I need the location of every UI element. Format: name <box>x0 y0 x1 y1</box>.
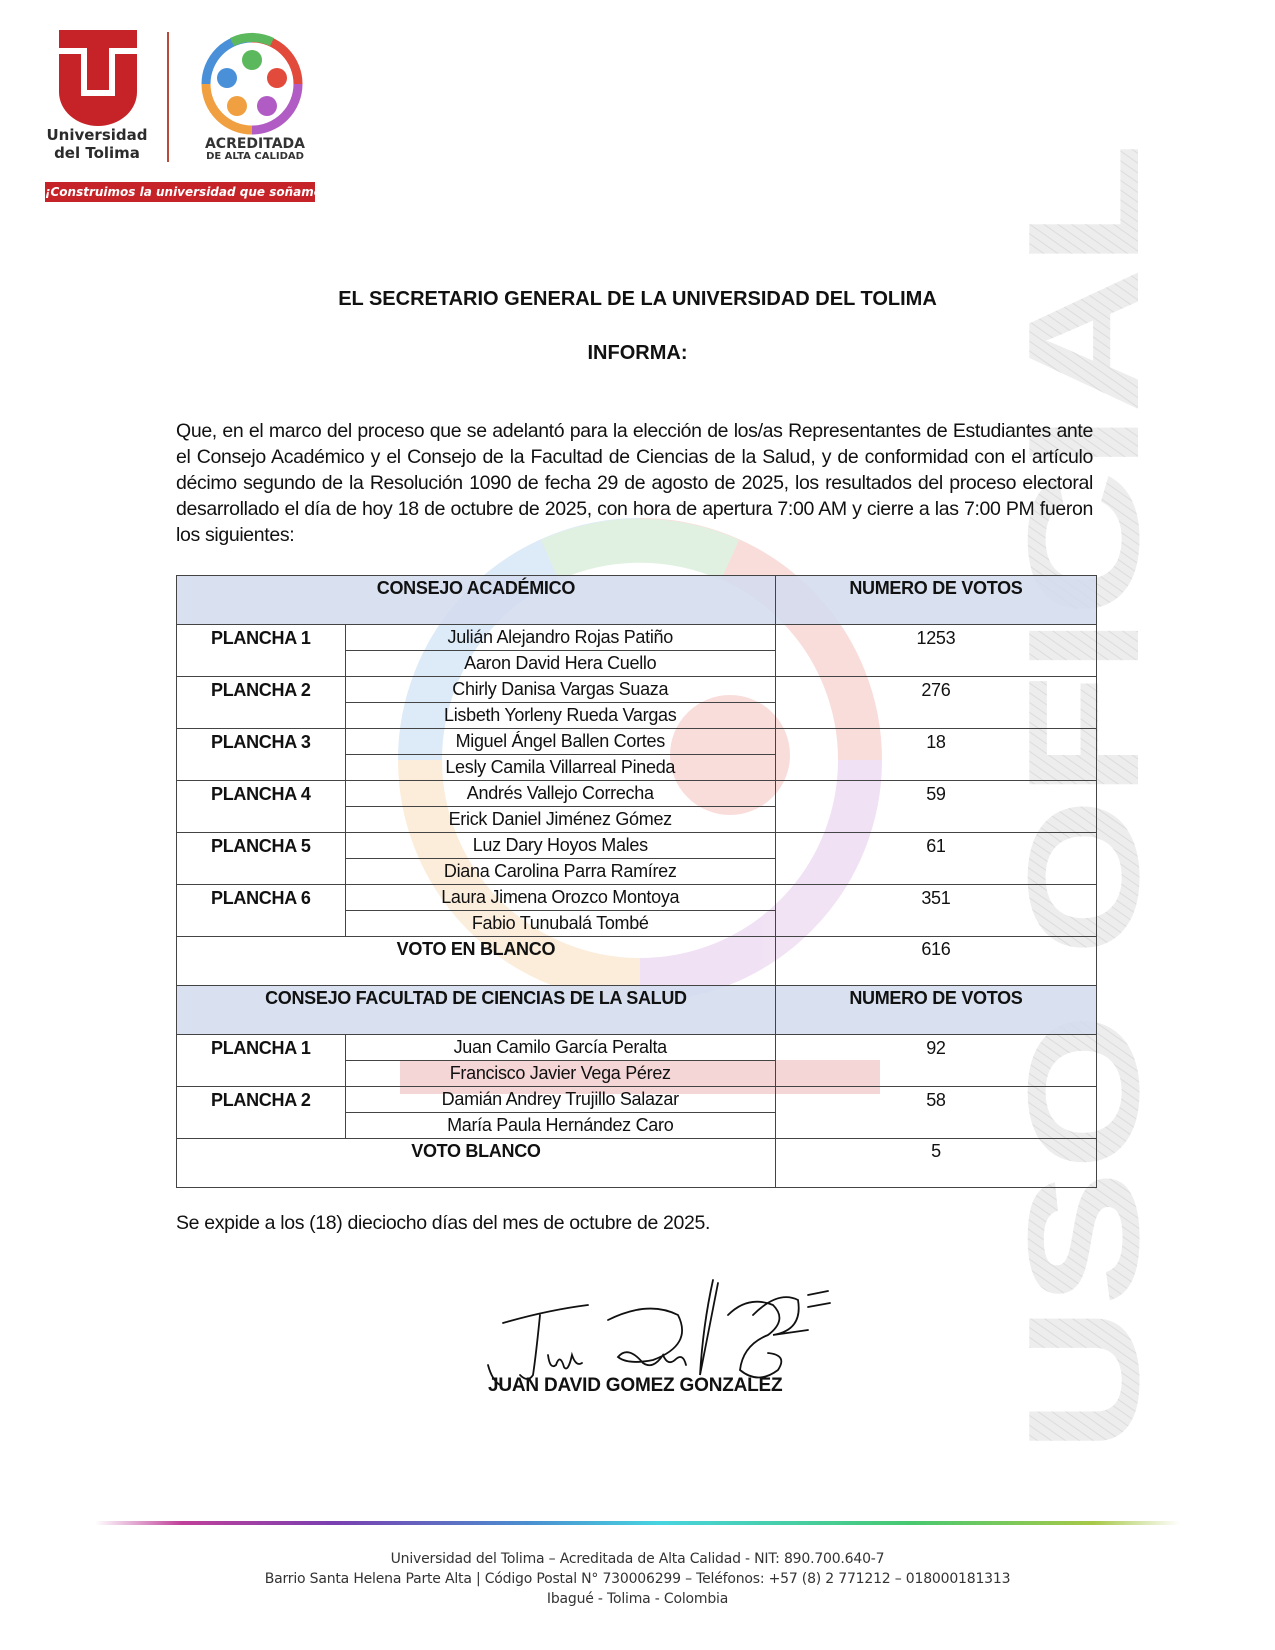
footer-divider <box>95 1521 1180 1525</box>
blank-vote-row <box>177 1139 1097 1188</box>
university-u-icon <box>59 30 137 126</box>
candidate-name: Laura Jimena Orozco Montoya <box>345 885 775 911</box>
plancha-label: PLANCHA 2 <box>177 677 346 729</box>
section-header-row <box>177 576 1097 625</box>
candidate-name: Erick Daniel Jiménez Gómez <box>345 807 775 833</box>
candidate-name: Lisbeth Yorleny Rueda Vargas <box>345 703 775 729</box>
document-title: EL SECRETARIO GENERAL DE LA UNIVERSIDAD DEL TOLIMA <box>338 288 937 310</box>
handwritten-signature <box>478 1275 838 1390</box>
candidate-name: Lesly Camila Villarreal Pineda <box>345 755 775 781</box>
plancha-label: PLANCHA 1 <box>177 625 346 677</box>
plancha-label: PLANCHA 3 <box>177 729 346 781</box>
election-results-table <box>176 575 1097 1188</box>
document-subtitle: INFORMA: <box>587 342 688 364</box>
blank-vote-label: VOTO BLANCO <box>177 1139 776 1188</box>
plancha-label: PLANCHA 6 <box>177 885 346 937</box>
plancha-label: PLANCHA 4 <box>177 781 346 833</box>
candidate-name: Luz Dary Hoyos Males <box>345 833 775 859</box>
plancha-votes: 276 <box>775 677 1096 729</box>
candidate-name: Chirly Danisa Vargas Suaza <box>345 677 775 703</box>
candidate-name: Juan Camilo García Peralta <box>345 1035 775 1061</box>
blank-vote-count: 616 <box>775 937 1096 986</box>
footer-line-1: Universidad del Tolima – Acreditada de Alta Calidad - NIT: 890.700.640-7 <box>390 1551 885 1567</box>
plancha-row <box>177 625 1097 651</box>
blank-vote-row <box>177 937 1097 986</box>
blank-vote-count: 5 <box>775 1139 1096 1188</box>
plancha-votes: 92 <box>775 1035 1096 1087</box>
votes-column-header: NUMERO DE VOTOS <box>775 986 1096 1035</box>
candidate-name: Francisco Javier Vega Pérez <box>345 1061 775 1087</box>
footer-line-2: Barrio Santa Helena Parte Alta | Código Postal N° 730006299 – Teléfonos: +57 (8) 2 771212 – 018000181313 <box>264 1571 1011 1587</box>
candidate-name: Diana Carolina Parra Ramírez <box>345 859 775 885</box>
accreditation-line1: ACREDITADA <box>204 136 306 152</box>
blank-vote-label: VOTO EN BLANCO <box>177 937 776 986</box>
plancha-votes: 61 <box>775 833 1096 885</box>
watermark-text: USO OFICIAL <box>996 434 1172 1453</box>
university-name-line2: del Tolima <box>54 144 140 162</box>
intro-paragraph: Que, en el marco del proceso que se adelantó para la elección de los/as Representantes de Estudiantes ante el Consejo Académico y el Consejo de la Facultad de Ciencias de la Salud, y de conformidad con el artículo décimo segundo de la Resolución 1090 de fecha 29 de agosto de 2025, los resultados del proceso electoral desarrollado el día de hoy 18 de octubre de 2025, con hora de apertura 7:00 AM y cierre a las 7:00 PM fueron los siguientes: <box>176 420 1093 546</box>
plancha-row <box>177 677 1097 703</box>
closing-statement: Se expide a los (18) dieciocho días del mes de octubre de 2025. <box>176 1212 711 1234</box>
plancha-label: PLANCHA 1 <box>177 1035 346 1087</box>
plancha-votes: 58 <box>775 1087 1096 1139</box>
university-slogan: ¡Construimos la universidad que soñamos! <box>45 182 315 202</box>
section-title: CONSEJO ACADÉMICO <box>177 576 776 625</box>
accreditation-line2: DE ALTA CALIDAD <box>206 151 304 162</box>
plancha-label: PLANCHA 2 <box>177 1087 346 1139</box>
signer-name: JUAN DAVID GOMEZ GONZALEZ <box>488 1375 783 1396</box>
plancha-row <box>177 1035 1097 1061</box>
section-title: CONSEJO FACULTAD DE CIENCIAS DE LA SALUD <box>177 986 776 1035</box>
accreditation-emblem-icon <box>200 32 304 136</box>
university-name-line1: Universidad <box>46 126 148 144</box>
footer-line-3: Ibagué - Tolima - Colombia <box>546 1591 729 1607</box>
plancha-row <box>177 781 1097 807</box>
candidate-name: Damián Andrey Trujillo Salazar <box>345 1087 775 1113</box>
section-header-row <box>177 986 1097 1035</box>
plancha-votes: 1253 <box>775 625 1096 677</box>
plancha-row <box>177 885 1097 911</box>
candidate-name: Aaron David Hera Cuello <box>345 651 775 677</box>
university-logo <box>45 30 335 205</box>
plancha-row <box>177 833 1097 859</box>
plancha-votes: 59 <box>775 781 1096 833</box>
logo-divider <box>167 32 169 162</box>
candidate-name: Andrés Vallejo Correcha <box>345 781 775 807</box>
plancha-votes: 18 <box>775 729 1096 781</box>
votes-column-header: NUMERO DE VOTOS <box>775 576 1096 625</box>
candidate-name: Miguel Ángel Ballen Cortes <box>345 729 775 755</box>
candidate-name: María Paula Hernández Caro <box>345 1113 775 1139</box>
plancha-label: PLANCHA 5 <box>177 833 346 885</box>
plancha-row <box>177 729 1097 755</box>
plancha-row <box>177 1087 1097 1113</box>
plancha-votes: 351 <box>775 885 1096 937</box>
candidate-name: Julián Alejandro Rojas Patiño <box>345 625 775 651</box>
candidate-name: Fabio Tunubalá Tombé <box>345 911 775 937</box>
